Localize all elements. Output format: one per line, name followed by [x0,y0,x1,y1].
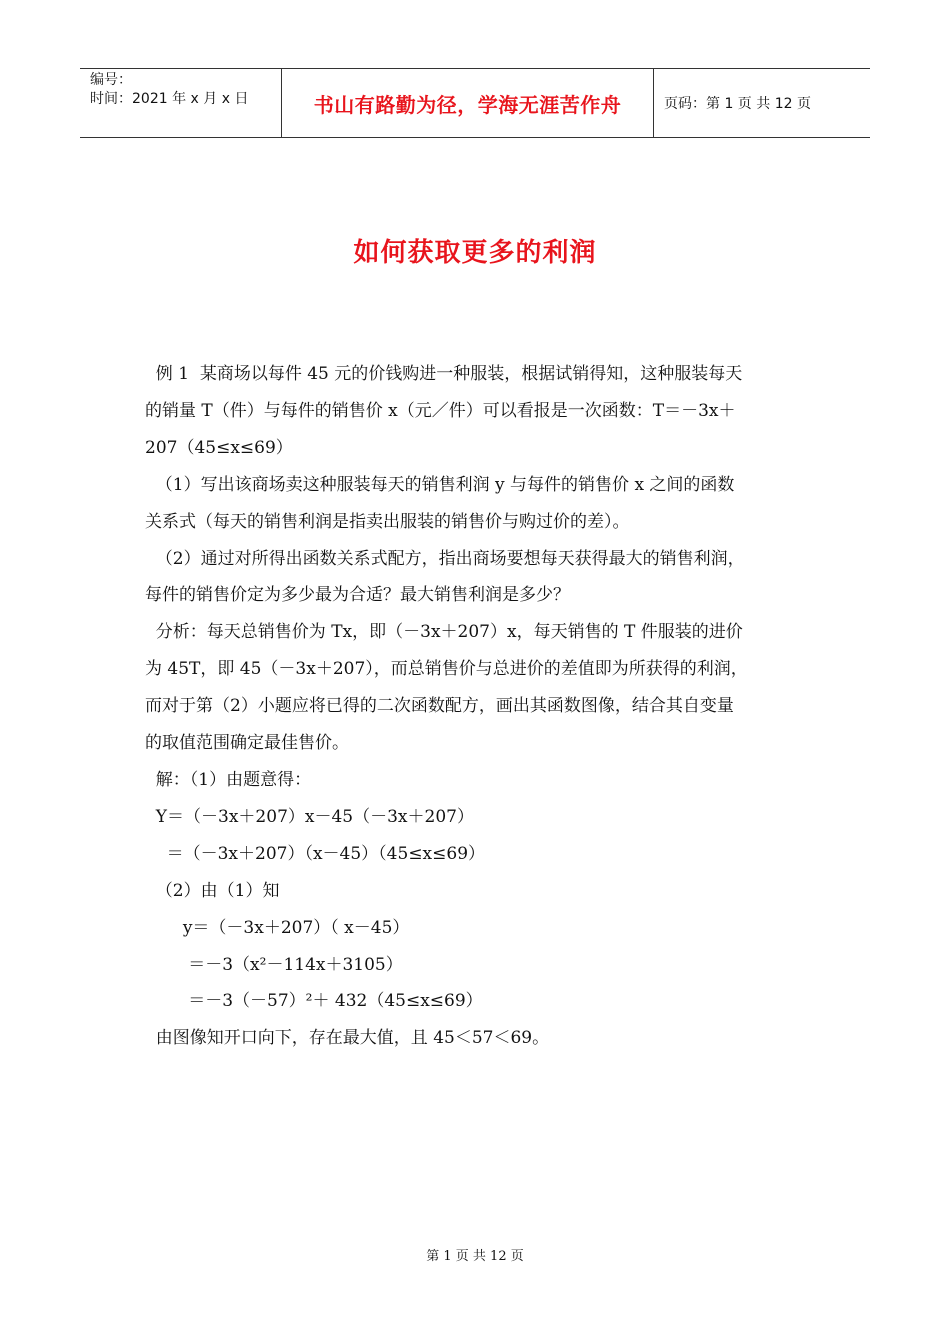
text-line: 由图像知开口向下，存在最大值，且 45＜57＜69。 [145,1028,550,1049]
page-footer: 第 1 页 共 12 页 [426,1249,524,1264]
text-line: Y＝（－3x＋207）x－45（－3x＋207） [145,806,474,827]
text-line: 解：（1）由题意得： [145,769,312,790]
text-line: 每件的销售价定为多少最为合适？最大销售利润是多少？ [145,585,570,606]
text-line: 207（45≤x≤69） [145,437,293,458]
text-line: 的销量 T（件）与每件的销售价 x（元／件）可以看报是一次函数：T＝－3x＋ [145,400,736,421]
text-line: 的取值范围确定最佳售价。 [145,733,349,754]
text-line: ＝－3（－57）²＋ 432（45≤x≤69） [145,991,483,1012]
text-line: 而对于第（2）小题应将已得的二次函数配方，画出其函数图像，结合其自变量 [145,696,734,717]
header-motto: 书山有路勤为径，学海无涯苦作舟 [282,69,654,137]
header-meta-cell [80,69,282,137]
text-line: （2）通过对所得出函数关系式配方，指出商场要想每天获得最大的销售利润， [145,548,745,569]
document-body [145,356,825,1057]
number-label: 编号： [90,72,132,88]
document-title: 如何获取更多的利润 [353,238,597,268]
time-label: 时间：2021 年 x 月 x 日 [90,91,249,107]
document-header [80,68,870,138]
text-line: ＝（－3x＋207）（x－45）（45≤x≤69） [145,843,486,864]
text-line: 分析：每天总销售价为 Tx，即（－3x＋207）x，每天销售的 T 件服装的进价 [145,622,743,643]
text-line: 为 45T，即 45（－3x＋207），而总销售价与总进价的差值即为所获得的利润， [145,659,748,680]
text-line: ＝－3（x²－114x＋3105） [145,954,403,975]
text-line: y＝（－3x＋207）（ x－45） [145,917,410,938]
text-line: （1）写出该商场卖这种服装每天的销售利润 y 与每件的销售价 x 之间的函数 [145,474,735,495]
header-page-info: 页码：第 1 页 共 12 页 [664,96,811,112]
text-line: 例 1 某商场以每件 45 元的价钱购进一种服装，根据试销得知，这种服装每天 [145,364,743,384]
text-line: （2）由（1）知 [145,880,280,901]
text-line: 关系式（每天的销售利润是指卖出服装的销售价与购过价的差）。 [145,511,630,532]
